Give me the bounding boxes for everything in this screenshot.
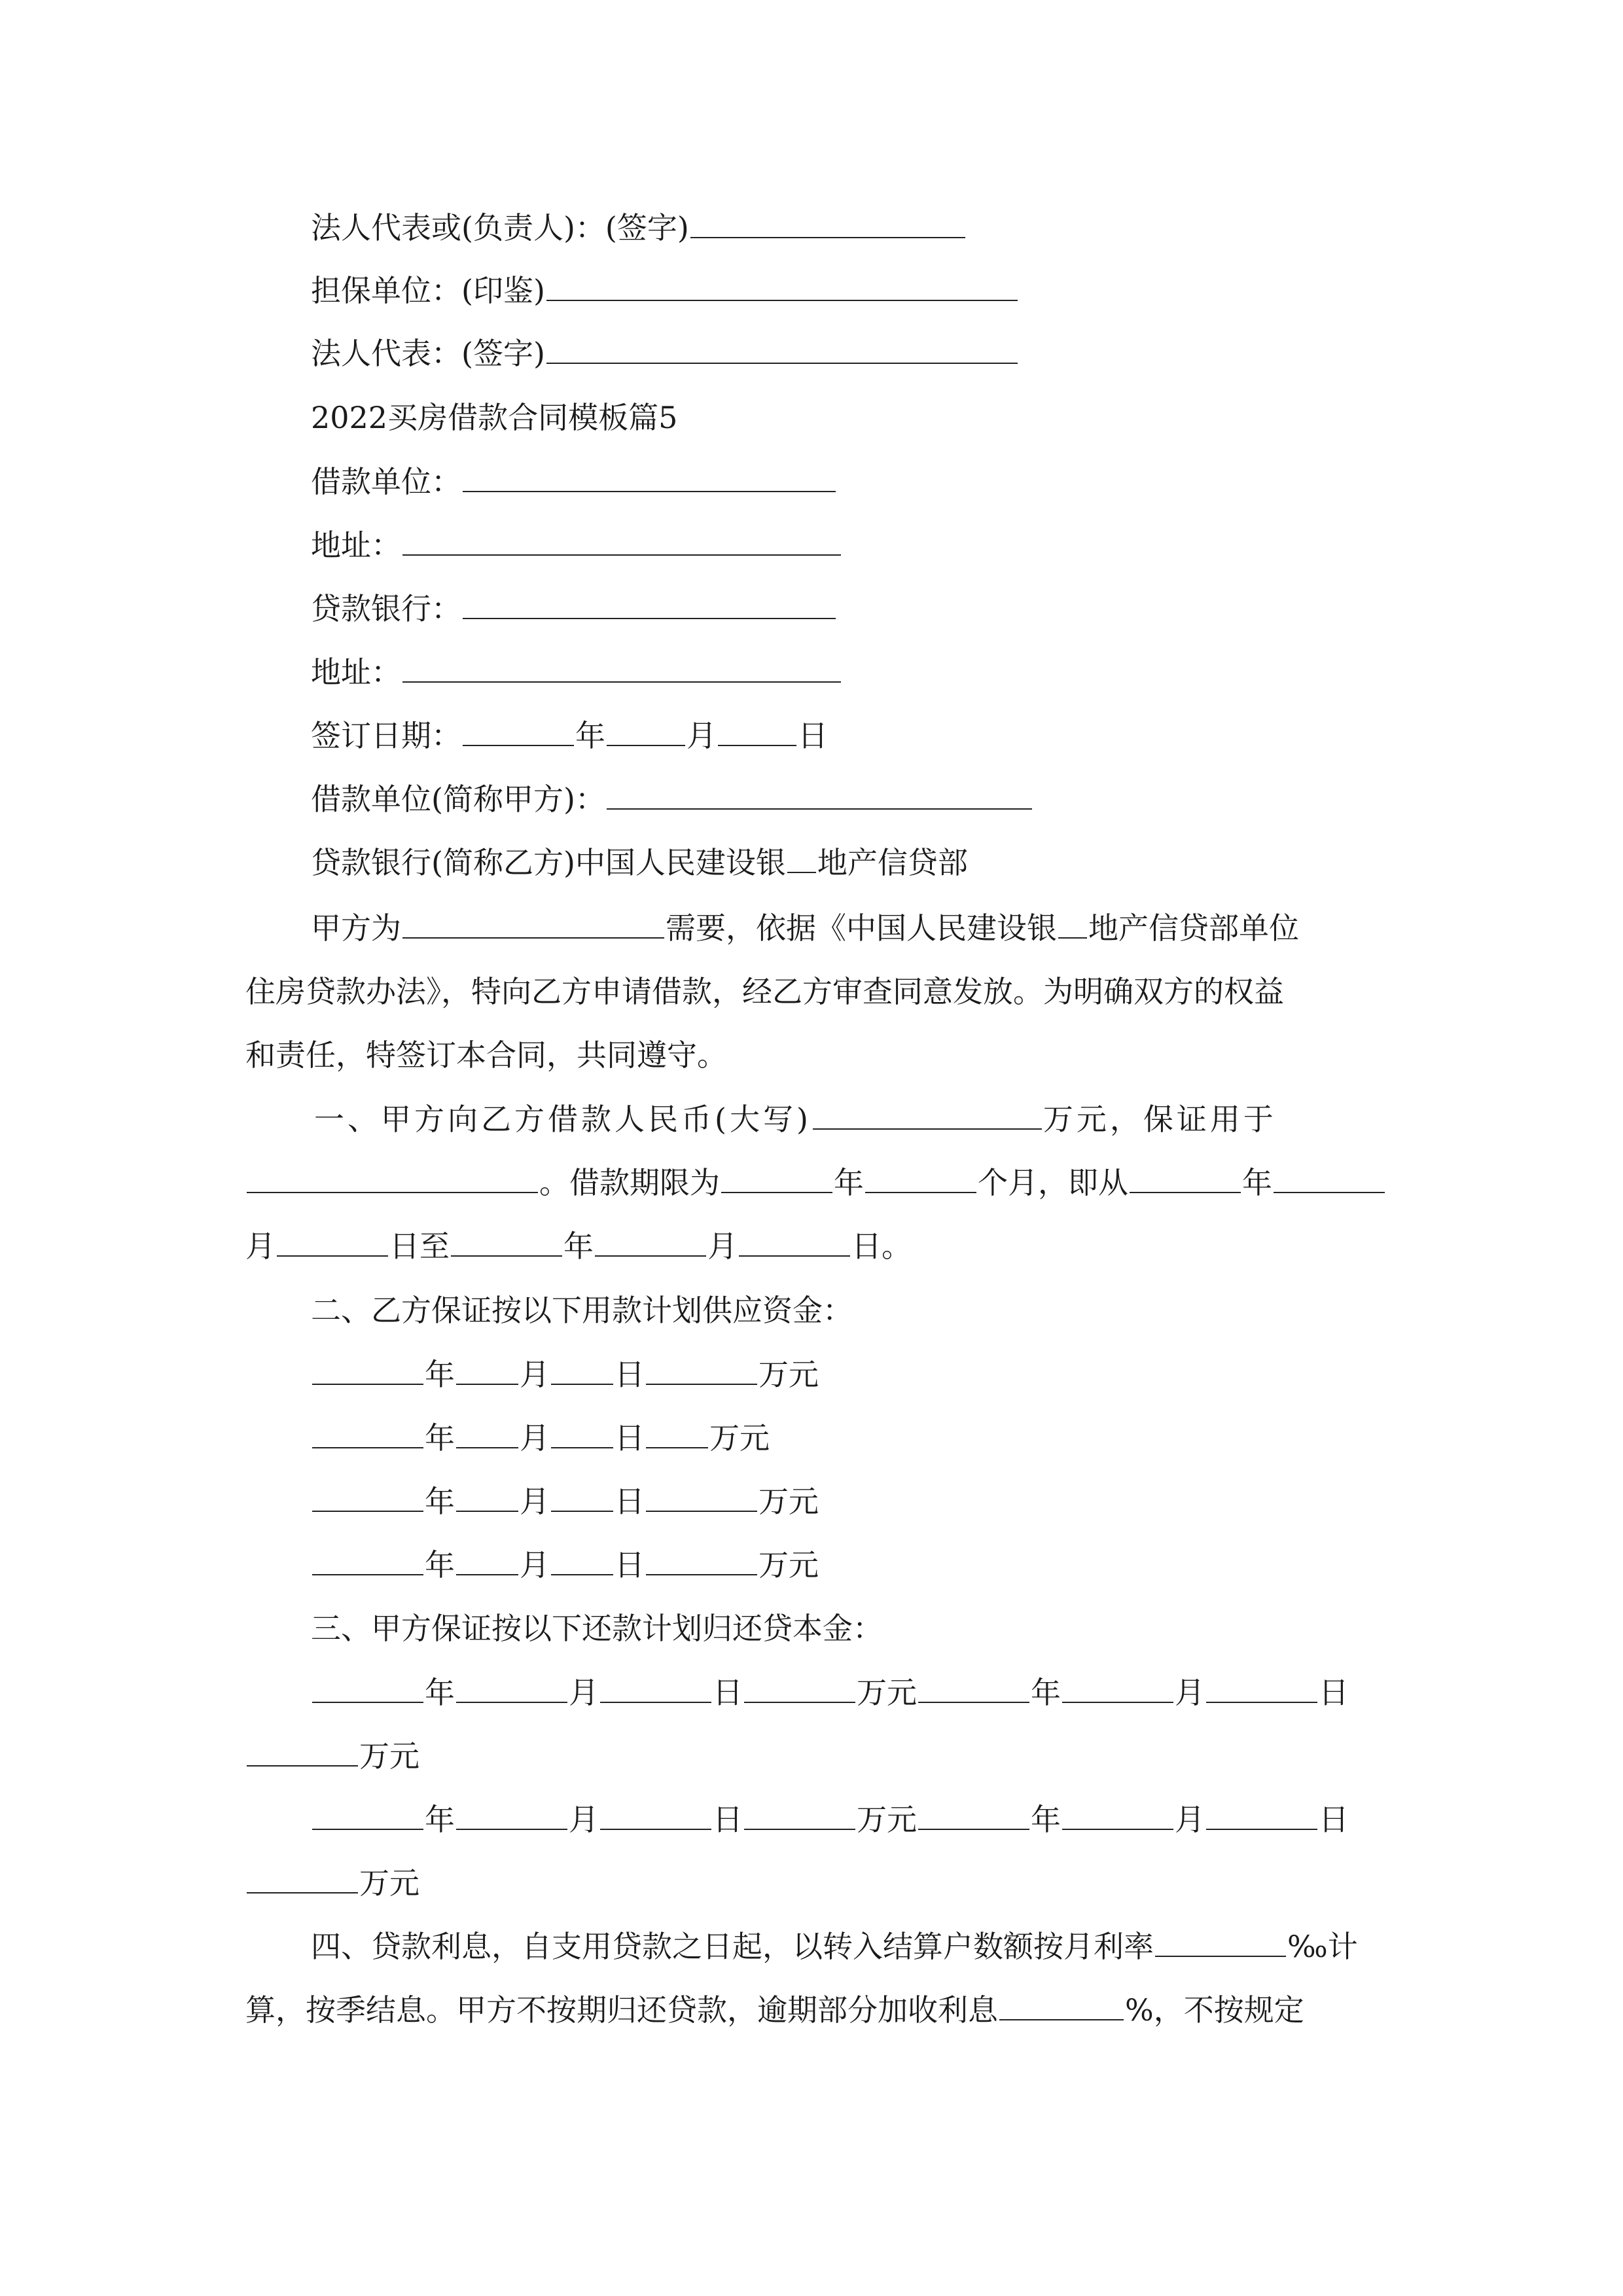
clause4-line2: 算，按季结息。甲方不按期归还贷款，逾期部分加收利息 %，不按规定 [245,1990,1304,2030]
amount-blank[interactable] [813,1100,1042,1130]
day-blank[interactable] [718,716,796,746]
legal-rep2-line [311,334,1019,373]
para1-line1: 甲方为 需要，依据《中国人民建设银 地产信贷部单位 [311,908,1299,948]
repay-plan-row1: 年 月 日 万元 年 月 日 [311,1673,1349,1712]
fund-plan-row: 年 月 日 万元 [311,1418,770,1458]
repay-plan-row1-cont: 万元 [245,1736,419,1776]
clause4-line1: 四、贷款利息，自支用贷款之日起，以转入结算户数额按月利率 ‰计 [311,1927,1358,1966]
address1-blank[interactable] [402,526,841,556]
address1-line: 地址： [311,526,842,565]
fund-plan-row: 年 月 日 万元 [311,1355,819,1394]
clause1-line2: 。借款期限为 年 个月，即从 年 [245,1163,1386,1202]
section-title: 2022买房借款合同模板篇5 [311,400,678,435]
guarantor-label: 担保单位：(印鉴) [311,273,545,308]
legal-rep-signature-line [311,208,967,247]
signature-blank[interactable] [690,208,965,238]
repay-plan-row2-cont: 万元 [245,1863,419,1903]
sign-date-line: 签订日期： 年 月 日 [311,716,828,755]
clause1-line1: 一、甲方向乙方借款人民币(大写) 万元，保证用于 [314,1100,1277,1139]
year-blank[interactable] [463,716,574,746]
clause3-title: 三、甲方保证按以下还款计划归还贷本金： [311,1611,883,1646]
clause2-title: 二、乙方保证按以下用款计划供应资金： [311,1293,853,1328]
fund-plan-row: 年 月 日 万元 [311,1545,819,1585]
seal-blank[interactable] [546,271,1018,301]
address2-line: 地址： [311,653,842,692]
overdue-rate-blank[interactable] [999,1990,1124,2020]
bank-line: 贷款银行： [311,589,837,628]
month-blank[interactable] [607,716,685,746]
para1-line2: 住房贷款办法》，特向乙方申请借款，经乙方审查同意发放。为明确双方的权益 [245,974,1284,1009]
purpose-blank[interactable] [402,908,664,939]
legal-rep-label: 法人代表或(负责人)：(签字) [311,210,689,245]
party-a-line: 借款单位(简称甲方)： [311,780,1033,819]
guarantor-seal-line [311,271,1019,310]
borrower-blank[interactable] [463,462,836,492]
party-b-line: 贷款银行(简称乙方)中国人民建设银 地产信贷部 [311,843,968,882]
signature2-blank[interactable] [546,334,1018,364]
legal-rep2-label: 法人代表：(签字) [311,336,545,371]
bank-blank[interactable] [463,589,836,619]
para1-line3: 和责任，特签订本合同，共同遵守。 [245,1037,727,1073]
repay-plan-row2: 年 月 日 万元 年 月 日 [311,1800,1349,1839]
monthly-rate-blank[interactable] [1155,1927,1286,1957]
clause1-line3: 月 日至 年 月 日。 [245,1227,912,1266]
address2-blank[interactable] [402,653,841,683]
party-a-blank[interactable] [607,780,1032,810]
fund-plan-row: 年 月 日 万元 [311,1482,819,1521]
borrower-line: 借款单位： [311,462,837,501]
